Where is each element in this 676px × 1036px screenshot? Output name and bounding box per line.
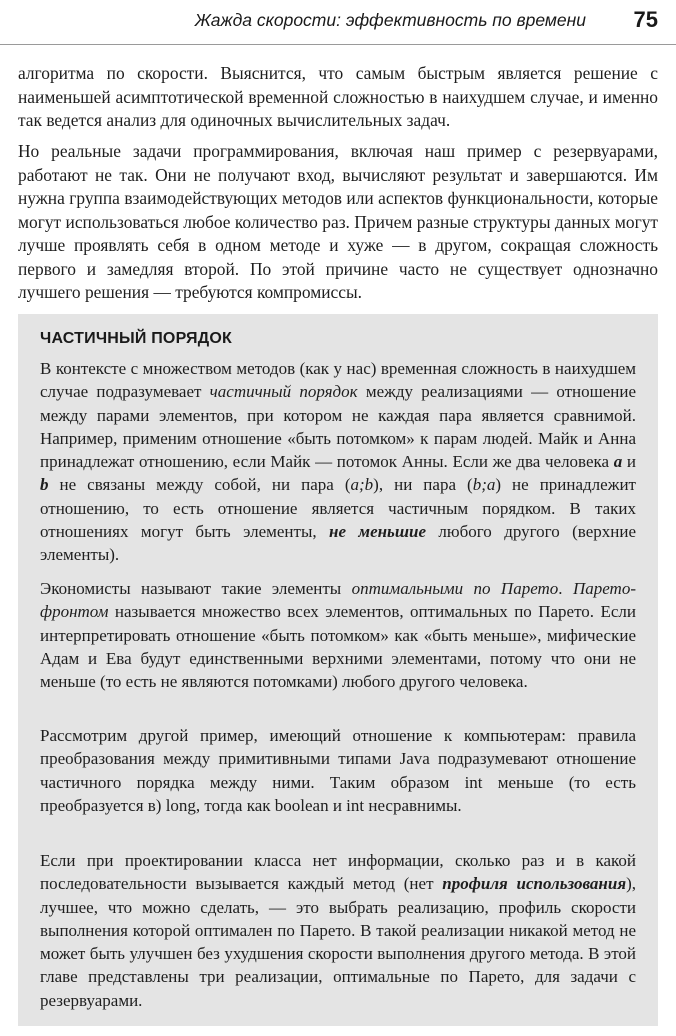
pair-ba: b;a xyxy=(472,475,496,495)
page-header xyxy=(0,0,676,44)
intro-paragraph-2: Но реальные задачи программирования, включая наш пример с резервуарами, работают не так. Они не получают вход, вычисляют результат и завершаются. Им нужна группа взаимодействующих методов или аспектов функциональности, которые могут использоваться любое количество раз. Причем разные структуры данных могут лучше проявлять себя в одном методе и хуже — в другом, сокращая сложность первого и замедляя второй. По этой причине часто не существует однозначно лучшего решения — требуются компромиссы. xyxy=(18,141,658,302)
text-run: Если при проектировании класса нет информации, сколько раз и в какой последовательности вызывается каждый метод (нет xyxy=(40,851,636,894)
intro-paragraph-1: алгоритма по скорости. Выяснится, что самым быстрым является решение с наименьшей асимптотической временной сложностью в наихудшем случае, и именно так ведется анализ для одиночных вычислительных задач. xyxy=(18,63,658,130)
text-run: Экономисты называют такие элементы xyxy=(40,579,352,598)
pair-ab: a;b xyxy=(350,475,374,495)
sidebar-title: ЧАСТИЧНЫЙ ПОРЯДОК xyxy=(40,330,232,347)
term-partial-order: частичный порядок xyxy=(209,382,358,402)
term-pareto-optimal: оптимальными по Парето xyxy=(351,579,559,598)
text-run: В контексте с множеством методов (как у нас) временная сложность в наихудшем случае подразумевает xyxy=(40,359,636,402)
sidebar-paragraph-4 xyxy=(40,849,636,1012)
term-usage-profile: профиля использования xyxy=(442,874,627,894)
sidebar-paragraph-3: Рассмотрим другой пример, имеющий отношение к компьютерам: правила преобразования между примитивными типами Java подразумевают отношение частичного порядка между ними. Таким образом int меньше (то есть преобразуется в) long, тогда как boolean и int несравнимы. xyxy=(40,726,636,815)
page-number: 75 xyxy=(633,7,658,32)
text-run: называется множество всех элементов, оптимальных по Парето. Если интерпретировать отношение «быть потомком» как «быть меньше», мифические Адам и Ева будут единственными верхними элементами, потому что они не меньше (то есть не являются потомками) любого другого человека. xyxy=(40,602,636,692)
term-not-smaller: не меньшие xyxy=(329,522,426,542)
sidebar-paragraph-1 xyxy=(40,357,636,567)
text-run: и xyxy=(622,452,636,472)
text-run: . xyxy=(558,579,573,598)
text-run: ) не принадлежит отношению, то есть отношение является частичным порядком. В таких отношениях могут быть элементы, xyxy=(40,475,636,542)
variable-a: a xyxy=(613,452,623,472)
sidebar-paragraph-2 xyxy=(40,577,636,693)
term-pareto-front: Парето-фронтом xyxy=(40,579,636,622)
running-title: Жажда скорости: эффективность по времени xyxy=(194,10,586,30)
text-run: ), лучшее, что можно сделать, — это выбрать реализацию, профиль скорости выполнения которой оптимален по Парето. В такой реализации никакой метод не может быть улучшен без ухудшения скорости выполнения другого метода. В этой главе представлены три реализации, оптимальные по Парето, для задачи с резервуарами. xyxy=(40,874,637,1010)
text-run: не связаны между собой, ни пара ( xyxy=(48,475,351,495)
text-run: ), ни пара ( xyxy=(373,475,473,495)
text-run: любого другого (верхние элементы). xyxy=(40,522,637,565)
text-run: между реализациями — отношение между парами элементов, при котором не каждая пара является сравнимой. Например, применим отношение «быть потомком» к парам людей. Майк и Анна принадлежат отношению, если Майк — потомок Анны. Если же два человека xyxy=(40,382,637,472)
sidebar-box-partial-order xyxy=(18,314,658,1026)
variable-b: b xyxy=(40,475,49,495)
header-divider xyxy=(0,44,676,45)
